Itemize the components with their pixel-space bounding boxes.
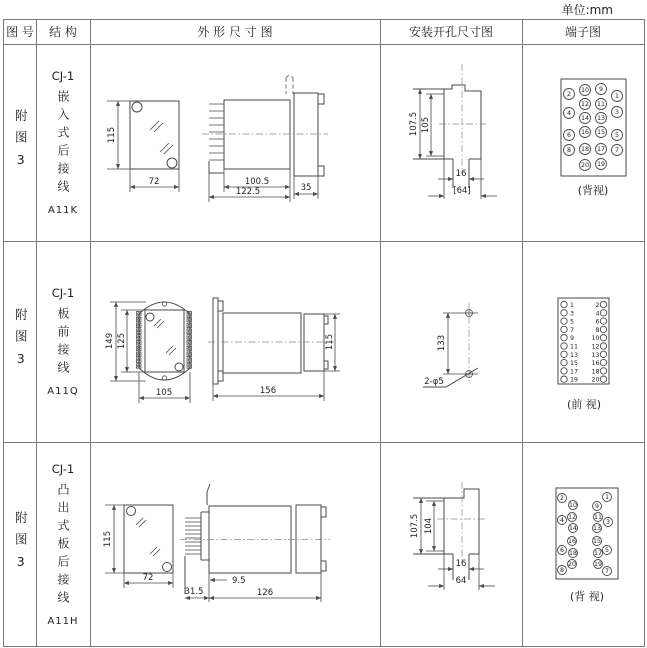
side-view bbox=[202, 76, 328, 177]
terminal-number: 16 bbox=[567, 538, 577, 546]
figure-no-row3 bbox=[4, 442, 36, 646]
terminal-number: 6 bbox=[566, 132, 572, 140]
dim-label: 125 bbox=[117, 332, 127, 350]
dim-label: 149 bbox=[105, 332, 115, 350]
figure-no-text: 附图3 bbox=[13, 109, 29, 176]
terminal-number: 17 bbox=[593, 550, 603, 558]
outline-drawing-a11h bbox=[90, 442, 380, 646]
dim-label: 107.5 bbox=[410, 513, 420, 539]
terminal-number: 1 bbox=[604, 494, 610, 502]
terminal-number: 8 bbox=[566, 147, 572, 155]
figure-no-text: 附图3 bbox=[13, 510, 29, 578]
front-view bbox=[124, 505, 173, 573]
front-view bbox=[137, 302, 192, 380]
terminal-number: 10 bbox=[591, 335, 600, 343]
terminal-number: 1 bbox=[614, 93, 620, 101]
structure-row3 bbox=[36, 442, 90, 646]
terminal-number: 13 bbox=[591, 351, 600, 359]
terminal-number: 7 bbox=[604, 568, 610, 576]
terminal-number: 17 bbox=[596, 146, 606, 154]
terminal-number: 3 bbox=[605, 519, 611, 527]
dim-label: 16 bbox=[455, 559, 467, 569]
structure-model: CJ-1 bbox=[51, 461, 75, 476]
terminal-number: 9 bbox=[570, 335, 575, 343]
dim-label: 16 bbox=[455, 169, 467, 179]
dim-label: 100.5 bbox=[244, 177, 270, 187]
terminal-number: 5 bbox=[604, 547, 610, 555]
figure-no-text: 附图3 bbox=[13, 308, 29, 375]
terminal-number: 8 bbox=[559, 567, 565, 575]
dim-label: 35 bbox=[300, 183, 312, 193]
structure-model: CJ-1 bbox=[51, 69, 75, 83]
dim-label: 105 bbox=[421, 116, 431, 134]
figure-no-row1 bbox=[4, 44, 36, 241]
column-header-structure: 结 构 bbox=[49, 25, 77, 39]
structure-model: CJ-1 bbox=[51, 286, 75, 300]
dim-label: 126 bbox=[256, 588, 274, 598]
column-header-terminal: 端子图 bbox=[564, 25, 601, 39]
dim-label: 72 bbox=[142, 573, 154, 583]
terminal-number: 12 bbox=[567, 514, 577, 522]
dimension-lines bbox=[107, 101, 318, 202]
terminal-number: 20 bbox=[567, 561, 577, 569]
install-drawing-a11h bbox=[380, 442, 522, 646]
terminal-number: 19 bbox=[596, 161, 606, 169]
terminal-number: 10 bbox=[568, 502, 578, 510]
view-label: (前 视) bbox=[566, 398, 602, 411]
terminal-number: 5 bbox=[570, 318, 575, 326]
dim-label: 156 bbox=[259, 386, 277, 396]
terminal-number: 2 bbox=[559, 495, 565, 503]
terminal-number: 12 bbox=[580, 101, 590, 109]
terminal-diagram-a11q bbox=[522, 241, 644, 442]
dim-label: 72 bbox=[148, 177, 160, 187]
front-view bbox=[130, 101, 179, 169]
terminal-number: 17 bbox=[570, 368, 579, 376]
terminal-number: 9 bbox=[594, 503, 600, 511]
view-label: (背 视) bbox=[569, 590, 605, 603]
terminal-number: 20 bbox=[580, 162, 590, 170]
terminal-number: 12 bbox=[591, 343, 600, 351]
structure-row2 bbox=[36, 241, 90, 442]
terminal-number: 3 bbox=[614, 109, 620, 117]
terminal-number: 11 bbox=[570, 343, 579, 351]
terminal-number: 7 bbox=[570, 326, 575, 334]
terminal-pins bbox=[564, 84, 623, 171]
terminal-number: 19 bbox=[593, 561, 603, 569]
dim-label: 115 bbox=[107, 126, 117, 144]
terminal-number: 15 bbox=[596, 129, 606, 137]
structure-code: A11H bbox=[47, 615, 79, 627]
terminal-pins bbox=[561, 301, 607, 382]
terminal-number: 15 bbox=[592, 538, 602, 546]
terminal-number: 11 bbox=[596, 101, 606, 109]
figure-no-row2 bbox=[4, 241, 36, 442]
install-drawing-a11k bbox=[380, 44, 522, 241]
side-view bbox=[208, 298, 334, 384]
view-label: (背视) bbox=[577, 184, 609, 197]
terminal-number: 4 bbox=[595, 310, 600, 318]
terminal-number: 19 bbox=[570, 376, 579, 384]
terminal-number: 13 bbox=[592, 525, 602, 533]
terminal-number: 15 bbox=[570, 360, 579, 368]
dim-label: 9.5 bbox=[232, 576, 246, 586]
dim-label: 64 bbox=[455, 576, 467, 586]
structure-type: 嵌入式后接线 bbox=[56, 90, 70, 198]
terminal-number: 18 bbox=[591, 368, 600, 376]
outline-drawing-a11q bbox=[90, 241, 380, 442]
terminal-number: 14 bbox=[568, 525, 578, 533]
dimension-lines bbox=[421, 498, 495, 586]
terminal-number: 14 bbox=[580, 115, 590, 123]
dim-label: 105 bbox=[155, 388, 173, 398]
dim-label: 107.5 bbox=[409, 111, 419, 137]
column-header-figure: 图 号 bbox=[6, 25, 34, 39]
dimension-lines bbox=[420, 89, 497, 196]
terminal-diagram-a11k bbox=[522, 44, 644, 241]
terminal-diagram-a11h bbox=[522, 442, 644, 646]
spec-table bbox=[3, 19, 645, 647]
dim-label: 122.5 bbox=[235, 187, 261, 197]
terminal-number: 2 bbox=[595, 302, 600, 309]
terminal-number: 13 bbox=[570, 351, 579, 359]
dim-label: [64] bbox=[453, 186, 471, 196]
terminal-number: 8 bbox=[595, 326, 600, 334]
terminal-number: 10 bbox=[580, 87, 590, 95]
structure-code: A11K bbox=[47, 205, 79, 216]
dim-label: 31.5 bbox=[184, 587, 204, 597]
dim-label: 115 bbox=[325, 333, 335, 351]
structure-row1 bbox=[36, 44, 90, 241]
unit-label: 单位:mm bbox=[561, 3, 613, 17]
cutout-profile bbox=[413, 482, 487, 590]
terminal-number: 4 bbox=[566, 110, 572, 118]
terminal-number: 3 bbox=[570, 310, 575, 318]
terminal-number: 4 bbox=[559, 517, 565, 525]
terminal-number: 7 bbox=[614, 147, 620, 155]
terminal-number: 2 bbox=[566, 91, 572, 99]
structure-code: A11Q bbox=[47, 386, 79, 397]
terminal-number: 18 bbox=[580, 146, 590, 154]
dim-label: 133 bbox=[437, 334, 447, 352]
dim-label: 115 bbox=[103, 530, 113, 548]
outline-drawing-a11k bbox=[90, 44, 380, 241]
terminal-number: 13 bbox=[596, 115, 606, 123]
column-header-outline: 外 形 尺 寸 图 bbox=[197, 25, 273, 39]
terminal-pins bbox=[558, 493, 613, 576]
dimension-lines bbox=[105, 505, 321, 602]
side-view bbox=[180, 484, 330, 594]
terminal-number: 18 bbox=[568, 550, 578, 558]
terminal-number: 11 bbox=[593, 514, 603, 522]
structure-type: 凸出式板后接线 bbox=[56, 482, 70, 609]
terminal-number: 1 bbox=[570, 302, 575, 309]
terminal-number: 6 bbox=[595, 318, 600, 326]
terminal-number: 20 bbox=[591, 376, 600, 384]
structure-type: 板前接线 bbox=[56, 307, 70, 379]
hole-layout bbox=[423, 303, 478, 387]
column-header-install: 安装开孔尺寸图 bbox=[408, 25, 493, 39]
terminal-number: 6 bbox=[559, 547, 565, 555]
terminal-number: 16 bbox=[580, 129, 590, 137]
terminal-number: 5 bbox=[614, 132, 620, 140]
terminal-number: 16 bbox=[591, 360, 600, 368]
terminal-number: 9 bbox=[598, 86, 604, 94]
hole-label: 2-φ5 bbox=[424, 377, 444, 387]
dim-label: 104 bbox=[424, 517, 434, 535]
install-drawing-a11q bbox=[380, 241, 522, 442]
